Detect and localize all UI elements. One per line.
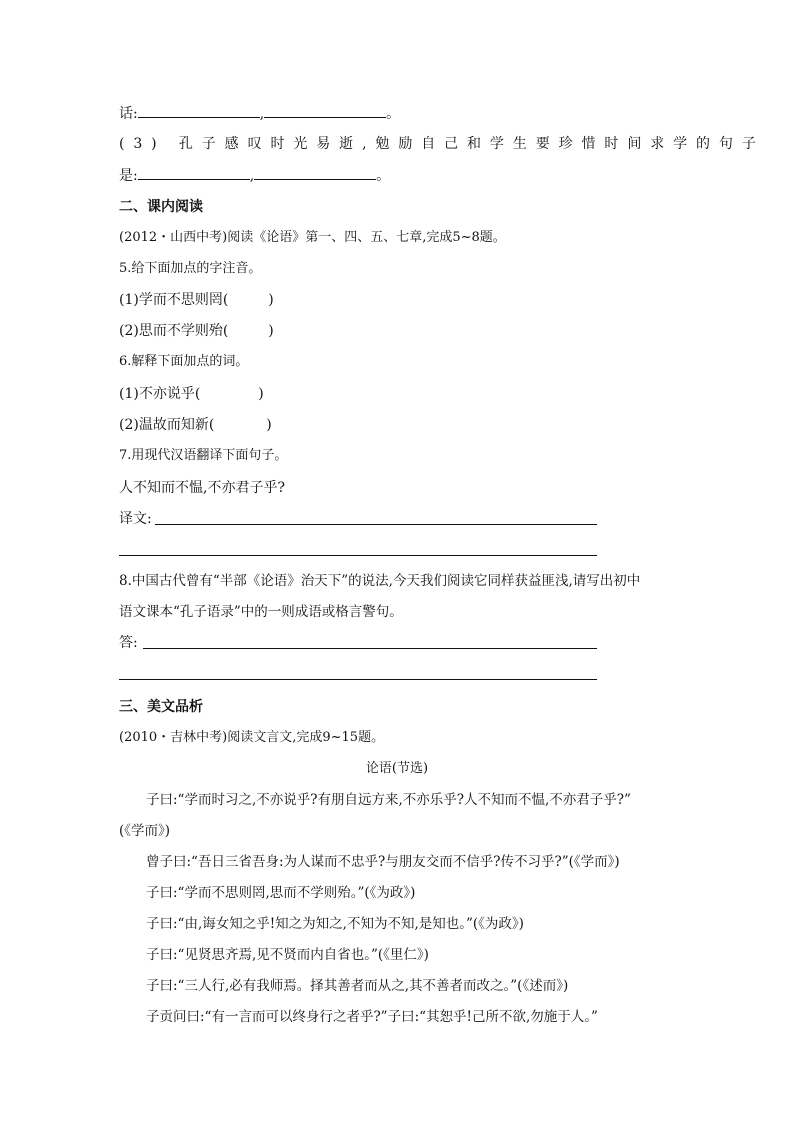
q6-item-1 [119,385,264,403]
passage-line: 子曰:“由,诲女知之乎!知之为知之,不知为不知,是知也。”(《为政》) [146,916,524,932]
q8-stem-line1: 8.中国古代曾有“半部《论语》治天下”的说法,今天我们阅读它同样获益匪浅,请写出初中 [119,573,641,589]
section2-heading: 二、课内阅读 [119,199,203,215]
q2-answer-line [119,104,400,123]
passage-line: 子曰:“三人行,必有我师焉。择其善者而从之,其不善者而改之。”(《述而》) [146,978,569,994]
q5-item-2-text: (2)思而不学则殆( [119,323,229,339]
q8-answer-rule-2[interactable] [119,679,597,680]
q5-item-1-text: (1)学而不思则罔( [119,292,229,308]
passage-title: 论语(节选) [365,761,429,776]
q2-period: 。 [386,106,401,122]
q3-period: 。 [376,168,391,184]
q5-item-2-close: ) [268,323,274,339]
q6-item-1-close: ) [258,386,264,402]
q8-answer-rule-1[interactable] [143,648,597,649]
q7-sentence: 人不知而不愠,不亦君子乎? [119,480,285,496]
q7-answer-label: 译文: [119,511,152,527]
q5-item-2 [119,322,274,340]
passage-line: 子贡问曰:“有一言而可以终身行之者乎?”子曰:“其恕乎!己所不欲,勿施于人。” [146,1009,598,1025]
q3-comma: , [249,168,255,184]
q2-answer-prefix: 话: [119,106,138,122]
q3-answer-prefix: 是: [119,168,138,184]
q5-item-1-close: ) [268,292,274,308]
q2-blank-2[interactable] [264,104,386,118]
passage-line: 子曰:“见贤思齐焉,见不贤而内自省也。”(《里仁》) [146,947,429,963]
q8-answer-label: 答: [119,635,138,651]
section2-source: (2012・山西中考)阅读《论语》第一、四、五、七章,完成5~8题。 [119,230,506,245]
q5-stem: 5.给下面加点的字注音。 [119,261,262,276]
q3-blank-1[interactable] [138,166,250,180]
passage-line: 曾子曰:“吾日三省吾身:为人谋而不忠乎?与朋友交而不信乎?传不习乎?”(《学而》) [146,854,620,870]
q3-blank-2[interactable] [254,166,376,180]
q6-item-2 [119,416,272,434]
section3-heading: 三、美文品析 [119,699,203,715]
passage-line: 子曰:“学而不思则罔,思而不学则殆。”(《为政》) [146,885,416,901]
passage-line: (《学而》) [119,823,171,839]
q6-stem: 6.解释下面加点的词。 [119,354,249,369]
q5-item-1 [119,291,274,309]
section3-source: (2010・吉林中考)阅读文言文,完成9~15题。 [119,730,385,745]
q2-blank-1[interactable] [138,104,260,118]
q6-item-1-text: (1)不亦说乎( [119,386,201,402]
passage-line: 子曰:“学而时习之,不亦说乎?有朋自远方来,不亦乐乎?人不知而不愠,不亦君子乎?” [146,792,631,808]
q6-item-2-close: ) [266,417,272,433]
q3-question: (3) 孔子感叹时光易逝,勉励自己和学生要珍惜时间求学的句子 [119,136,765,152]
q8-stem-line2: 语文课本“孔子语录”中的一则成语或格言警句。 [119,604,403,620]
q2-comma: , [259,106,265,122]
q7-answer-rule-2[interactable] [119,555,597,556]
q7-answer-rule-1[interactable] [155,524,597,525]
q7-stem: 7.用现代汉语翻译下面句子。 [119,448,288,463]
q3-answer-line [119,166,390,185]
q6-item-2-text: (2)温故而知新( [119,417,215,433]
